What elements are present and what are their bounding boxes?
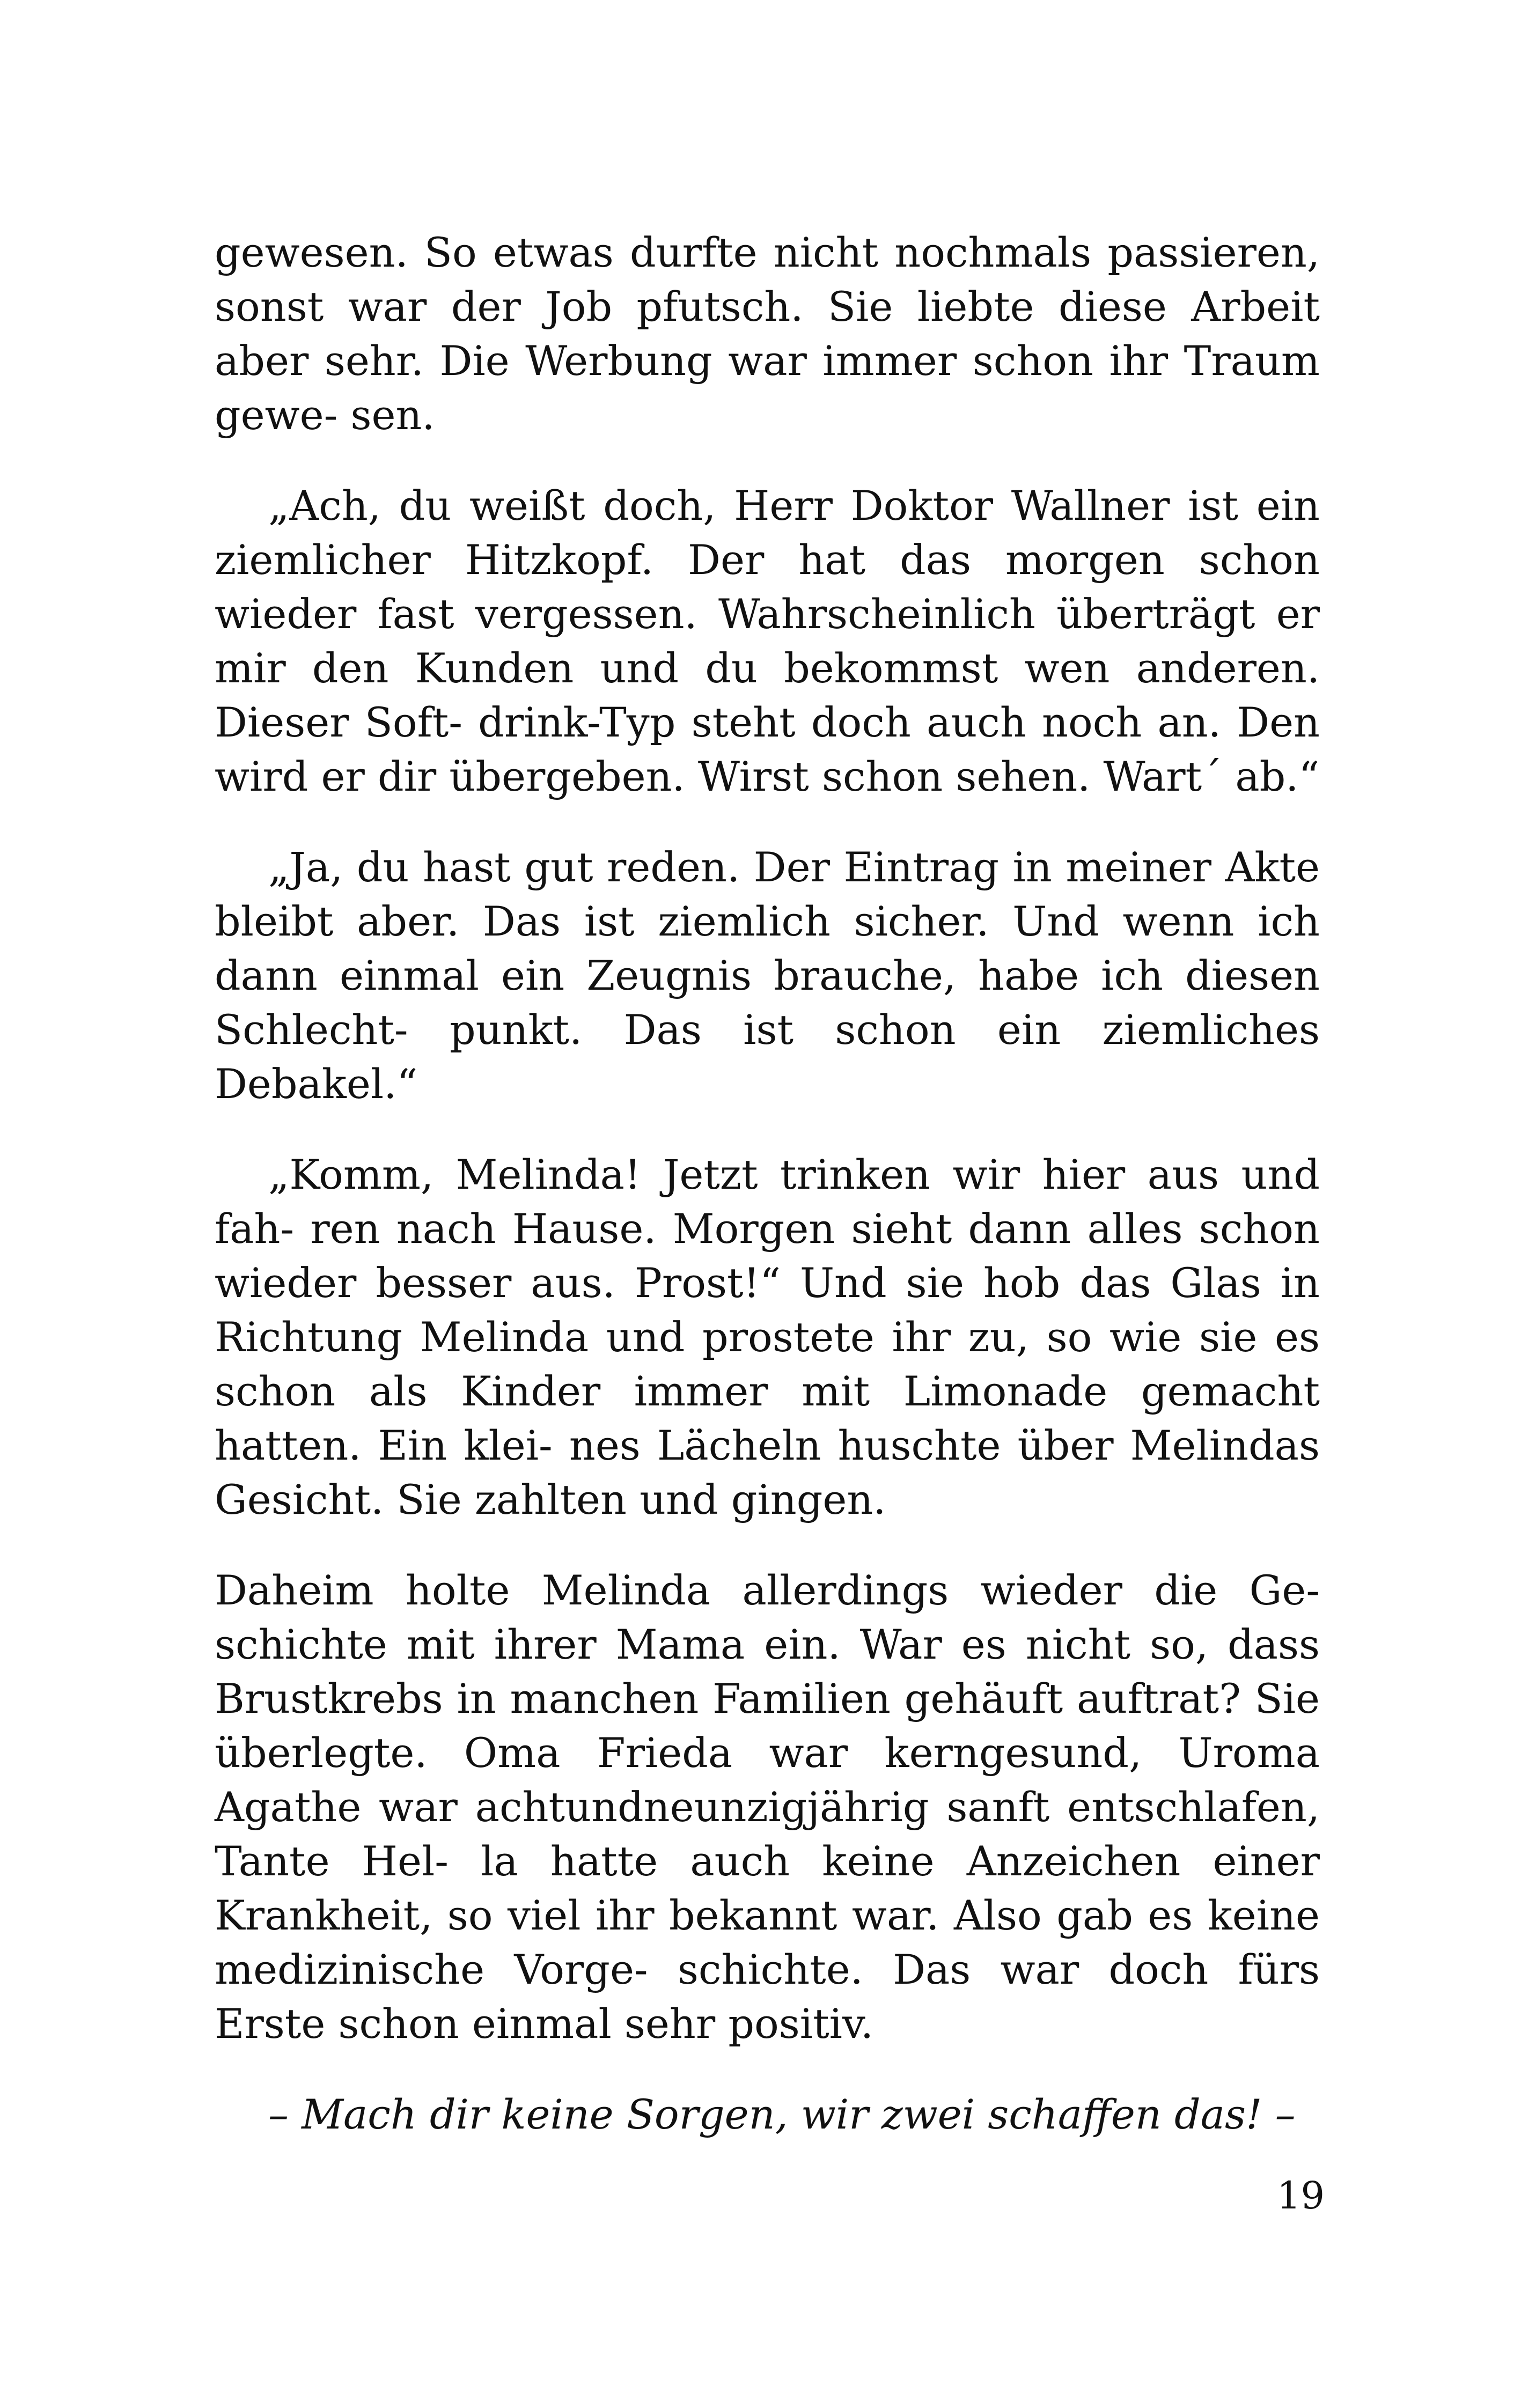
paragraph-1: gewesen. So etwas durfte nicht nochmals passieren, sonst war der Job pfutsch. Sie liebte diese Arbeit aber sehr. Die Werbung war immer schon ihr Traum gewe- sen. <box>215 229 1320 439</box>
paragraph-2: „Ach, du weißt doch, Herr Doktor Wallner ist ein ziemlicher Hitzkopf. Der hat das morgen schon wieder fast vergessen. Wahrscheinlich überträgt er mir den Kunden und du bekommst wen anderen. Dieser Soft- drink-Typ steht doch auch noch an. Den wird er dir übergeben. Wirst schon sehen. Wart´ ab.“ <box>215 482 1320 800</box>
page-number: 19 <box>1277 2174 1325 2218</box>
closing-italic-line: – Mach dir keine Sorgen, wir zwei schaffen das! – <box>268 2090 1296 2138</box>
paragraph-3: „Ja, du hast gut reden. Der Eintrag in meiner Akte bleibt aber. Das ist ziemlich sicher. Und wenn ich dann einmal ein Zeugnis brauche, habe ich diesen Schlecht- punkt. Das ist schon ein ziemliches Debakel.“ <box>215 843 1320 1108</box>
paragraph-5: Daheim holte Melinda allerdings wieder die Ge- schichte mit ihrer Mama ein. War es nicht so, dass Brustkrebs in manchen Familien gehäuft auftrat? Sie überlegte. Oma Frieda war kerngesund, Uroma Agathe war achtundneunzigjährig sanft entschlafen, Tante Hel- la hatte auch keine Anzeichen einer Krankheit, so viel ihr bekannt war. Also gab es keine medizinische Vorge- schichte. Das war doch fürs Erste schon einmal sehr positiv. <box>215 1566 1320 2048</box>
book-page-text <box>215 225 1320 2141</box>
paragraph-4: „Komm, Melinda! Jetzt trinken wir hier aus und fah- ren nach Hause. Morgen sieht dann alles schon wieder besser aus. Prost!“ Und sie hob das Glas in Richtung Melinda und prostete ihr zu, so wie sie es schon als Kinder immer mit Limonade gemacht hatten. Ein klei- nes Lächeln huschte über Melindas Gesicht. Sie zahlten und gingen. <box>215 1151 1320 1523</box>
